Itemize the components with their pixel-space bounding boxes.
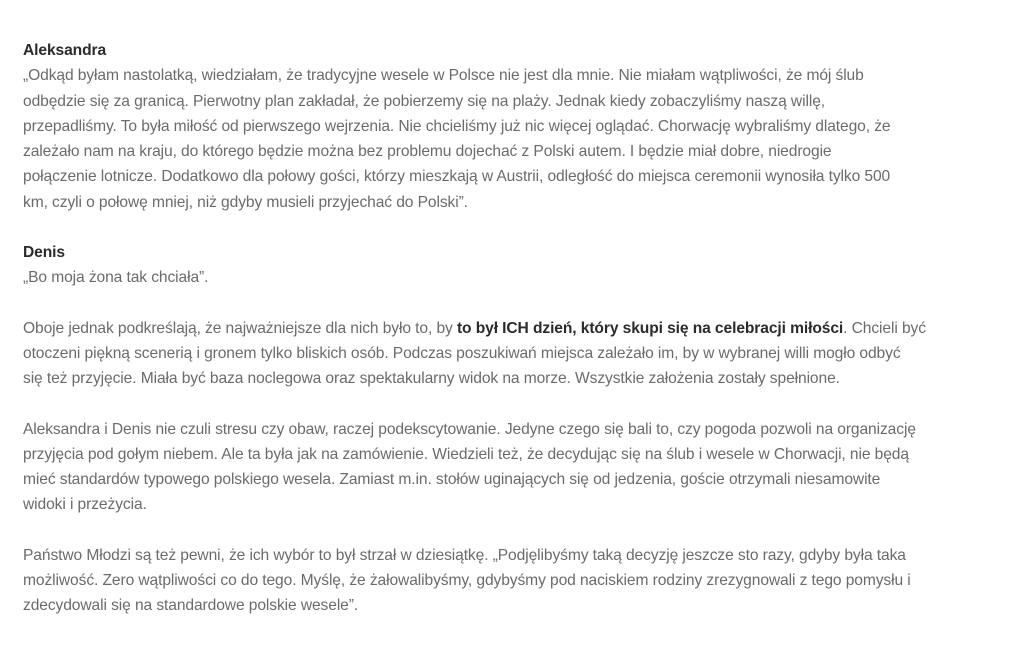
paragraph-choice <box>23 543 1003 619</box>
speaker-name-aleksandra: Aleksandra <box>23 42 107 59</box>
paragraph-excitement <box>23 417 1003 518</box>
text-line: Państwo Młodzi są też pewni, że ich wybór to był strzał w dziesiątkę. „Podjęlibyśmy taką decyzję jeszcze sto razy, gdyby była taka <box>23 546 906 564</box>
text-line: „Bo moja żona tak chciała”. <box>23 269 209 287</box>
paragraph-spacer <box>23 392 1003 417</box>
text-line: mieć standardów typowego polskiego wesela. Zamiast m.in. stołów uginających się od jedzenia, goście otrzymali niesamowite <box>23 471 881 489</box>
text-line: zdecydowali się na standardowe polskie wesele”. <box>23 597 359 615</box>
speaker-name-denis: Denis <box>23 244 65 262</box>
text-line: przepadliśmy. To była miłość od pierwszego wejrzenia. Nie chcieliśmy już nic więcej oglądać. Chorwację wybraliśmy dlatego, że <box>23 117 891 135</box>
text-line <box>23 316 1003 341</box>
paragraph-priorities <box>23 316 1003 392</box>
article-body <box>23 38 1003 619</box>
text-line: odbędzie się za granicą. Pierwotny plan zakładał, że pobierzemy się na plaży. Jednak kiedy zobaczyliśmy naszą willę, <box>23 92 825 110</box>
text-line: otoczeni piękną scenerią i gronem tylko bliskich osób. Podczas poszukiwań miejsca zależało im, by w wybranej willi mogło odbyć <box>23 344 901 362</box>
quote-denis <box>23 265 1003 290</box>
bold-highlight: to był ICH dzień, który skupi się na celebracji miłości <box>456 319 844 337</box>
text-line: km, czyli o połowę mniej, niż gdyby musieli przyjechać do Polski”. <box>23 193 468 211</box>
text-line: przyjęcia pod gołym niebem. Ale ta była jak na zamówienie. Wiedzieli też, że decydując się na ślub i wesele w Chorwacji, nie będą <box>23 445 909 463</box>
text-segment: . Chcieli być <box>843 319 926 337</box>
text-segment: Oboje jednak podkreślają, że najważniejsze dla nich było to, by <box>23 319 457 337</box>
text-line: Aleksandra i Denis nie czuli stresu czy obaw, raczej podekscytowanie. Jedyne czego się bali to, czy pogoda pozwoli na organizację <box>23 420 916 438</box>
text-line: się też przyjęcie. Miała być baza noclegowa oraz spektakularny widok na morze. Wszystkie założenia zostały spełnione. <box>23 370 840 388</box>
text-line: „Odkąd byłam nastolatką, wiedziałam, że tradycyjne wesele w Polsce nie jest dla mnie. Nie miałam wątpliwości, że mój ślub <box>23 67 864 85</box>
paragraph-spacer <box>23 215 1003 240</box>
text-line: połączenie lotnicze. Dodatkowo dla połowy gości, którzy mieszkają w Austrii, odległość do miejsca ceremonii wynosiła tylko 500 <box>23 168 891 186</box>
paragraph-spacer <box>23 518 1003 543</box>
text-line: widoki i przeżycia. <box>23 496 147 514</box>
text-line: możliwość. Zero wątpliwości co do tego. Myślę, że żałowalibyśmy, gdybyśmy pod naciskiem rodziny zrezygnowali z tego pomysłu i <box>23 572 911 590</box>
text-line: zależało nam na kraju, do którego będzie można bez problemu dojechać z Polski autem. I będzie miał dobre, niedrogie <box>23 143 832 161</box>
quote-aleksandra <box>23 63 1003 215</box>
paragraph-spacer <box>23 291 1003 316</box>
